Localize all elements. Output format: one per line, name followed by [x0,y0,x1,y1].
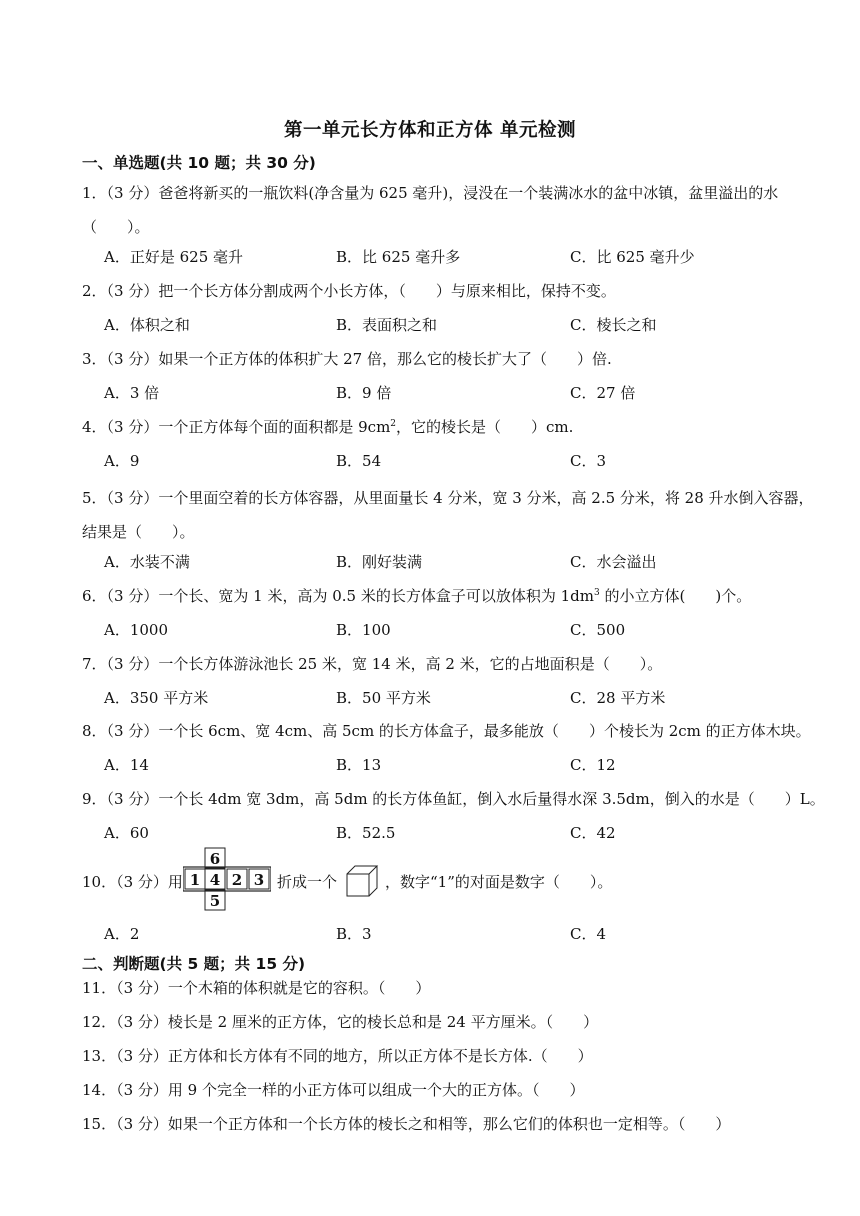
question-number: 7． [82,655,107,673]
superscript: 2 [390,419,397,429]
option-b: B．表面积之和 [336,316,438,334]
question-score: （3 分） [106,350,159,368]
option-c: C．27 倍 [570,384,636,402]
option-c: C．棱长之和 [570,316,657,334]
option-a: A．350 平方米 [104,689,209,707]
net-label: 5 [209,892,221,910]
option-c: C．42 [570,824,616,842]
question-text: 棱长是 2 厘米的正方体，它的棱长总和是 24 平方厘米。（ ） [167,1013,599,1031]
question-13 [82,1046,820,1066]
section-heading-true-false: 二、判断题(共 5 题；共 15 分) [82,955,306,973]
question-number: 11． [82,979,117,997]
question-text: 用 [167,873,183,891]
option-b: B．54 [336,452,382,470]
options-1 [104,247,804,267]
option-c: C．水会溢出 [570,553,657,571]
question-14 [82,1080,820,1100]
question-text: 一个长 6cm、宽 4cm、高 5cm 的长方体盒子，最多能放（ ）个棱长为 2cm 的正方体木块。 [158,722,811,740]
question-8 [82,721,820,741]
option-b: B．100 [336,621,391,639]
net-label: 6 [209,850,221,868]
net-label: 2 [231,871,243,889]
option-c: C．28 平方米 [570,689,666,707]
question-text: 用 9 个完全一样的小正方体可以组成一个大的正方体。（ ） [167,1081,585,1099]
question-number: 9． [82,790,107,808]
question-text: 一个木箱的体积就是它的容积。（ ） [167,979,431,997]
question-number: 15． [82,1115,117,1133]
question-score: （3 分） [106,418,159,436]
question-11 [82,978,820,998]
question-9 [82,789,825,809]
option-a: A．水装不满 [104,553,190,571]
net-label: 4 [209,871,221,889]
question-text: 把一个长方体分割成两个小长方体，（ ）与原来相比，保持不变。 [158,282,616,300]
question-number: 12． [82,1013,117,1031]
question-text: 正方体和长方体有不同的地方，所以正方体不是长方体.（ ） [167,1047,593,1065]
option-a: A．60 [104,824,149,842]
options-9 [104,823,804,843]
question-text: 一个长、宽为 1 米，高为 0.5 米的长方体盒子可以放体积为 1dm [158,587,594,605]
options-7 [104,688,804,708]
question-number: 1． [82,184,107,202]
question-7 [82,654,820,674]
net-label: 3 [253,871,265,889]
option-c: C．比 625 毫升少 [570,248,695,266]
question-score: （3 分） [116,1013,168,1031]
option-a: A．正好是 625 毫升 [104,248,243,266]
section-heading-single-choice: 一、单选题(共 10 题；共 30 分) [82,154,316,172]
option-b: B．3 [336,925,372,943]
superscript: 3 [593,588,600,598]
question-score: （3 分） [106,722,159,740]
option-b: B．52.5 [336,824,396,842]
option-c: C．500 [570,621,626,639]
question-score: （3 分） [106,184,159,202]
option-b: B．刚好装满 [336,553,423,571]
question-text: 一个里面空着的长方体容器，从里面量长 4 分米，宽 3 分米，高 2.5 分米，将 28 升水倒入容器，结果是（ ）。 [82,489,814,541]
options-5 [104,552,804,572]
option-c: C．12 [570,756,616,774]
question-number: 4． [82,418,107,436]
options-2 [104,315,804,335]
question-number: 14． [82,1081,117,1099]
question-number: 5． [82,489,107,507]
options-10 [104,924,804,944]
question-score: （3 分） [106,282,159,300]
cube-icon [345,864,379,898]
question-score: （3 分） [116,1115,168,1133]
option-b: B．9 倍 [336,384,392,402]
question-text: 爸爸将新买的一瓶饮料(净含量为 625 毫升)，浸没在一个装满冰水的盆中冰镇，盆里溢出的水（ ）。 [82,184,779,236]
question-score: （3 分） [116,1081,168,1099]
question-text: 一个长 4dm 宽 3dm，高 5dm 的长方体鱼缸，倒入水后量得水深 3.5dm，倒入的水是（ ）L。 [158,790,825,808]
page-title: 第一单元长方体和正方体 单元检测 [284,120,576,141]
question-text: 一个长方体游泳池长 25 米，宽 14 米，高 2 米，它的占地面积是（ ）。 [158,655,663,673]
option-c: C．4 [570,925,607,943]
question-10-text-b: 折成一个 [277,873,338,891]
net-label: 1 [189,871,201,889]
question-text: 一个正方体每个面的面积都是 9cm [158,418,391,436]
cube-net-figure [183,847,271,913]
question-1 [82,176,822,244]
question-score: （3 分） [106,790,159,808]
question-score: （3 分） [106,655,159,673]
question-number: 6． [82,587,107,605]
question-5 [82,481,822,549]
option-a: A．9 [104,452,140,470]
question-2 [82,281,820,301]
question-text: 如果一个正方体的体积扩大 27 倍，那么它的棱长扩大了（ ）倍. [158,350,612,368]
question-score: （3 分） [116,1047,168,1065]
question-15 [82,1114,820,1134]
option-b: B．13 [336,756,382,774]
question-score: （3 分） [106,489,159,507]
question-text: 如果一个正方体和一个长方体的棱长之和相等，那么它们的体积也一定相等。（ ） [167,1115,731,1133]
question-12 [82,1012,820,1032]
question-number: 10． [82,873,117,891]
question-number: 13． [82,1047,117,1065]
question-number: 2． [82,282,107,300]
question-4 [82,417,820,437]
question-text-cont: ，它的棱长是（ ）cm. [396,418,574,436]
question-10-text-c: ，数字“1”的对面是数字（ ）。 [385,873,613,891]
option-c: C．3 [570,452,607,470]
question-number: 8． [82,722,107,740]
question-number: 3． [82,350,107,368]
option-b: B．50 平方米 [336,689,431,707]
option-a: A．3 倍 [104,384,160,402]
option-a: A．1000 [104,621,169,639]
options-8 [104,755,804,775]
question-text-cont: 的小立方体( )个。 [599,587,752,605]
options-6 [104,620,804,640]
option-a: A．体积之和 [104,316,190,334]
option-a: A．2 [104,925,140,943]
question-score: （3 分） [116,873,168,891]
option-a: A．14 [104,756,149,774]
question-3 [82,349,820,369]
question-score: （3 分） [106,587,159,605]
question-score: （3 分） [116,979,168,997]
question-6 [82,586,820,606]
options-4 [104,451,804,471]
option-b: B．比 625 毫升多 [336,248,461,266]
options-3 [104,383,804,403]
